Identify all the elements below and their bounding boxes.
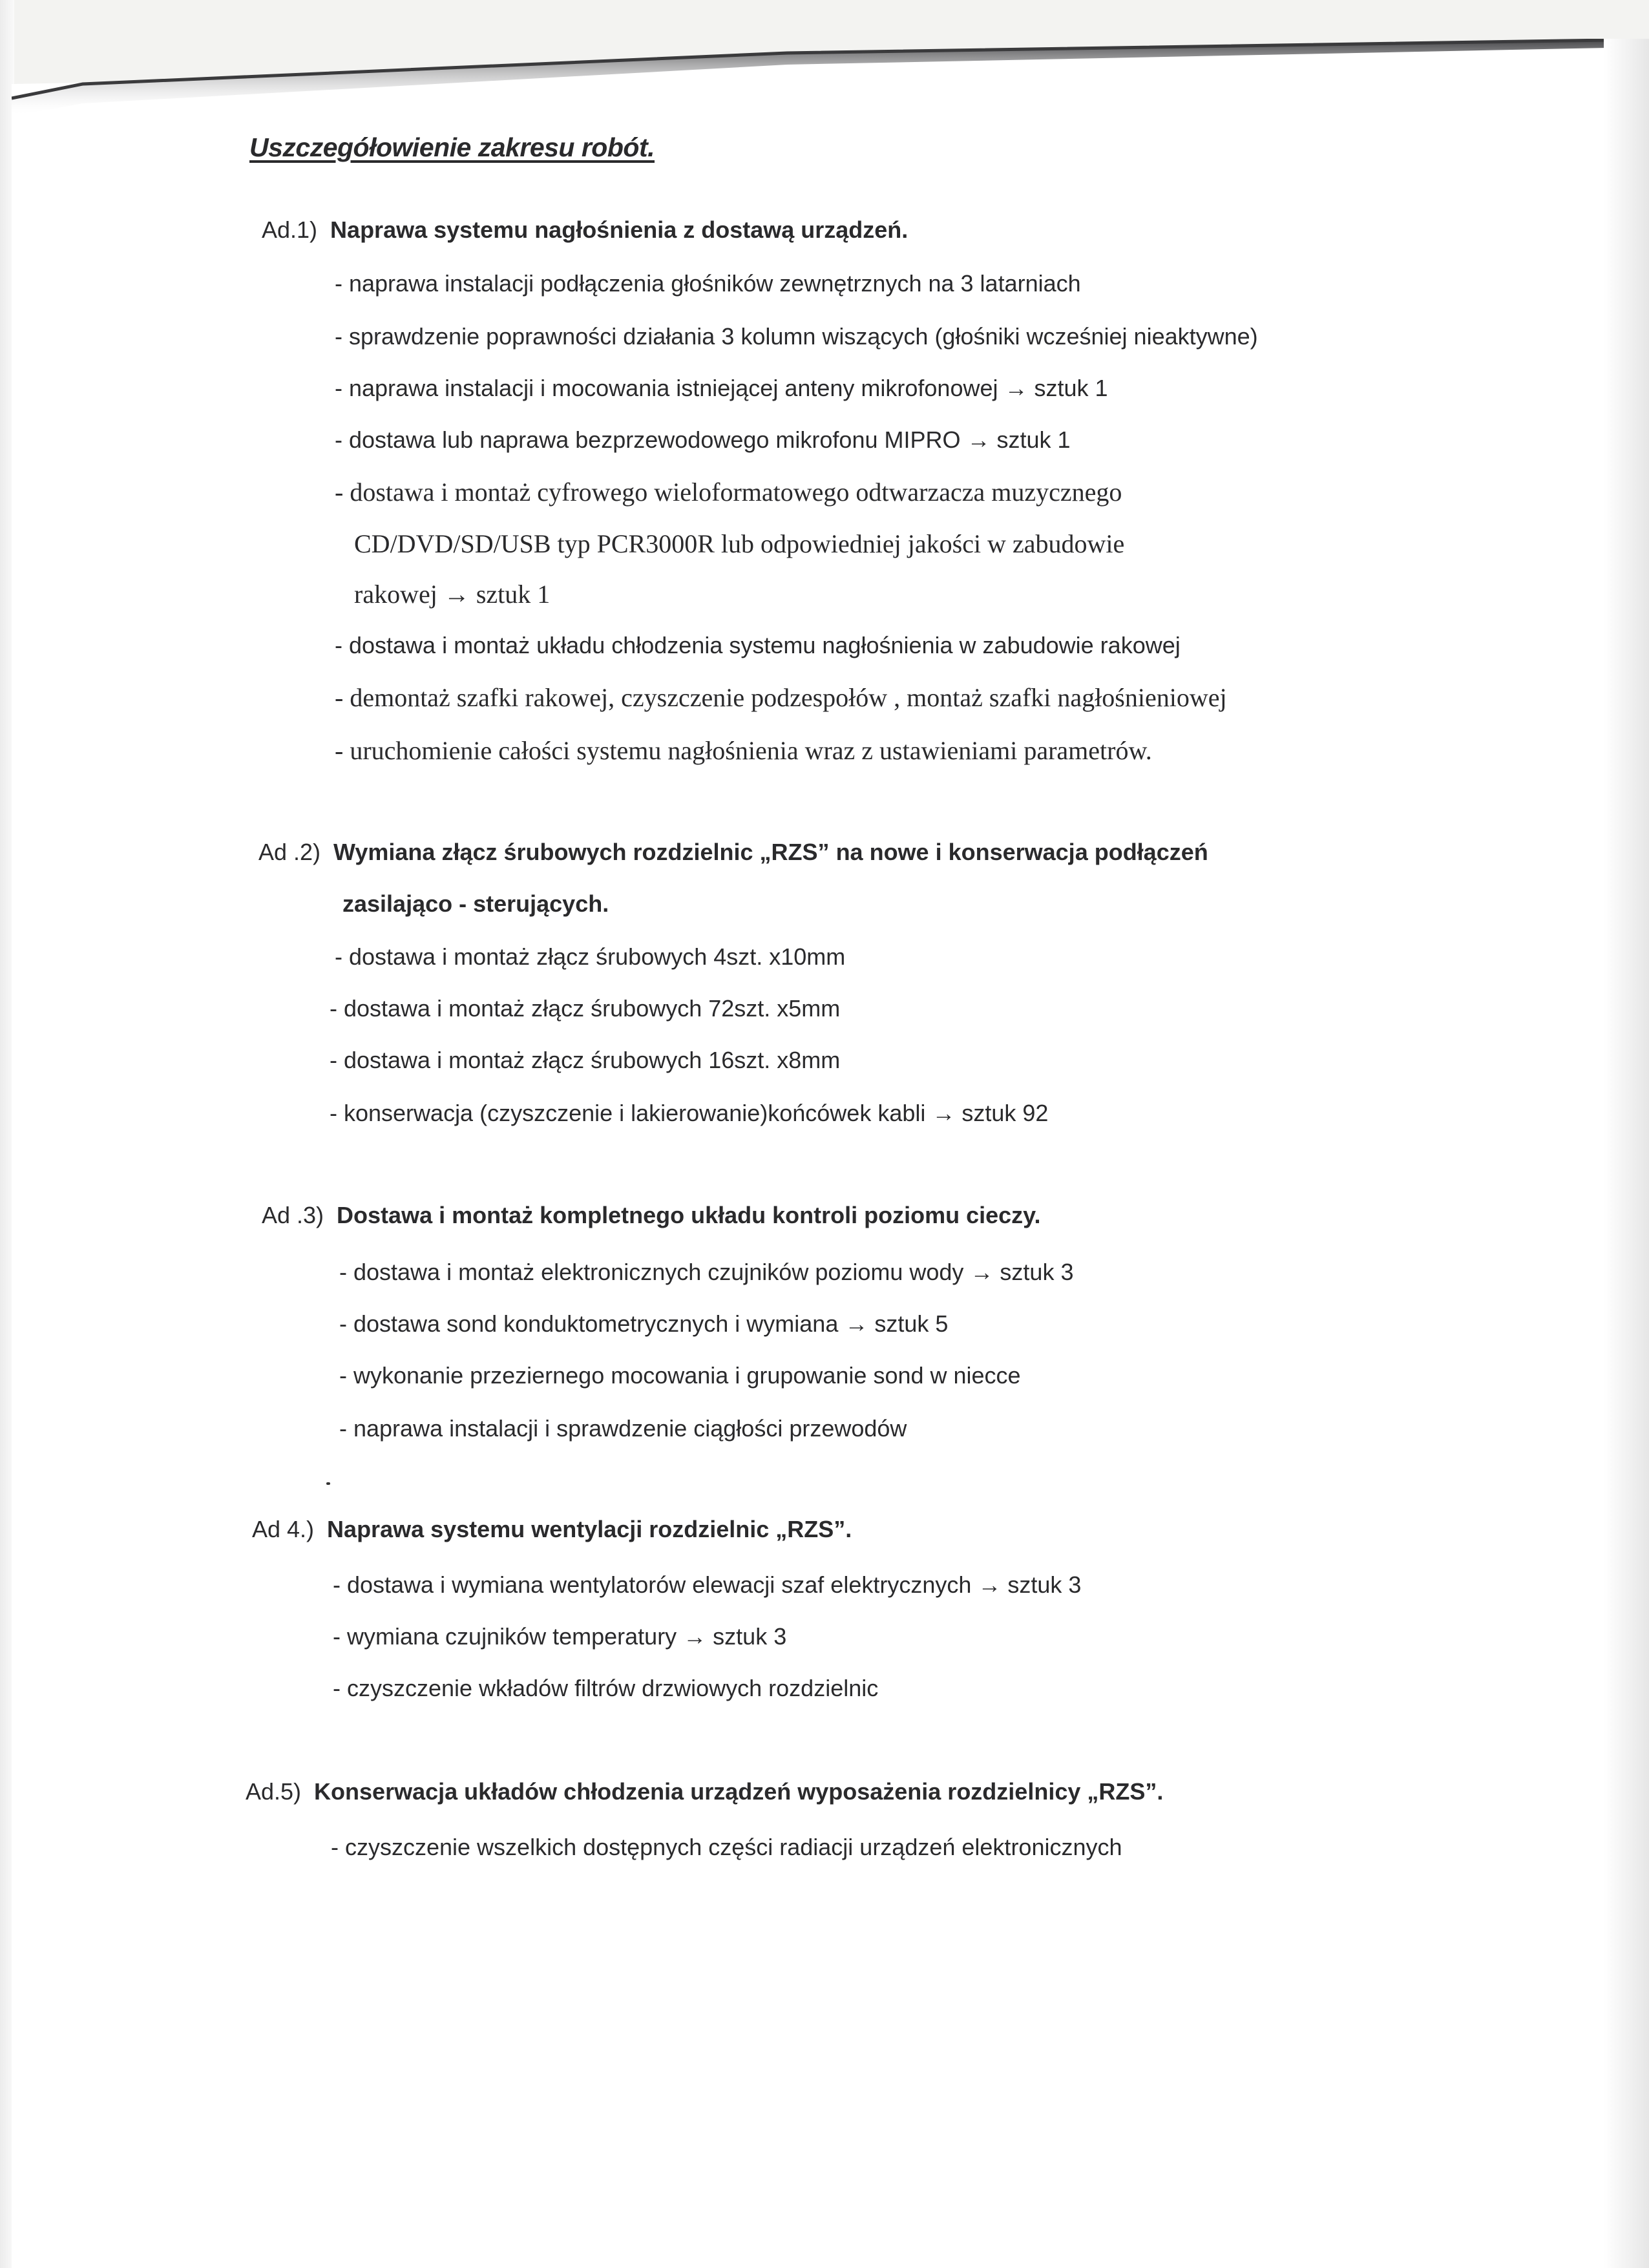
list-item: - uruchomienie całości systemu nagłośnienia wraz z ustawieniami parametrów. <box>335 736 1152 765</box>
section-2-heading <box>258 839 1208 866</box>
section-3-heading <box>262 1202 1041 1229</box>
section-title: Konserwacja układów chłodzenia urządzeń wyposażenia rozdzielnicy „RZS”. <box>314 1778 1164 1805</box>
list-item: - sprawdzenie poprawności działania 3 kolumn wiszących (głośniki wcześniej nieaktywne) <box>335 323 1258 350</box>
section-title: Wymiana złącz śrubowych rozdzielnic „RZS” na nowe i konserwacja podłączeń <box>333 839 1208 865</box>
list-item: - wykonanie przeziernego mocowania i grupowanie sond w niecce <box>339 1362 1021 1389</box>
list-item: - czyszczenie wszelkich dostępnych części radiacji urządzeń elektronicznych <box>331 1834 1122 1860</box>
section-number: Ad.1) <box>262 216 318 243</box>
list-item: - dostawa i montaż złącz śrubowych 4szt. x10mm <box>335 943 846 970</box>
list-item: - naprawa instalacji i mocowania istniejącej anteny mikrofonowej → sztuk 1 <box>335 375 1108 401</box>
section-number: Ad 4.) <box>252 1516 315 1542</box>
section-number: Ad.5) <box>246 1778 302 1805</box>
section-5-heading <box>246 1778 1163 1805</box>
section-title: Dostawa i montaż kompletnego układu kontroli poziomu cieczy. <box>337 1202 1041 1228</box>
section-number: Ad .2) <box>258 839 321 865</box>
list-item: - dostawa i montaż cyfrowego wieloformatowego odtwarzacza muzycznego <box>335 478 1122 507</box>
list-item: - czyszczenie wkładów filtrów drzwiowych rozdzielnic <box>333 1675 879 1701</box>
list-item-continuation: CD/DVD/SD/USB typ PCR3000R lub odpowiedniej jakości w zabudowie <box>354 529 1125 558</box>
document-title: Uszczegółowienie zakresu robót. <box>249 132 655 162</box>
section-1-heading <box>262 216 908 244</box>
list-item-continuation: rakowej → sztuk 1 <box>354 580 551 609</box>
section-4-heading <box>252 1516 852 1543</box>
scan-right-edge <box>1604 39 1649 2268</box>
section-number: Ad .3) <box>262 1202 324 1228</box>
list-item: - dostawa i montaż złącz śrubowych 16szt. x8mm <box>330 1047 841 1073</box>
list-item: - dostawa lub naprawa bezprzewodowego mikrofonu MIPRO → sztuk 1 <box>335 426 1071 453</box>
section-title: Naprawa systemu nagłośnienia z dostawą urządzeń. <box>330 216 909 243</box>
list-item: - dostawa i montaż układu chłodzenia systemu nagłośnienia w zabudowie rakowej <box>335 632 1181 658</box>
list-item: - dostawa i montaż elektronicznych czujników poziomu wody → sztuk 3 <box>339 1259 1074 1285</box>
list-item: - dostawa i wymiana wentylatorów elewacji szaf elektrycznych → sztuk 3 <box>333 1571 1082 1598</box>
list-item: - naprawa instalacji podłączenia głośników zewnętrznych na 3 latarniach <box>335 270 1081 297</box>
list-item: - konserwacja (czyszczenie i lakierowanie)końcówek kabli → sztuk 92 <box>330 1100 1049 1126</box>
section-title: Naprawa systemu wentylacji rozdzielnic „RZS”. <box>327 1516 852 1542</box>
list-item: - dostawa sond konduktometrycznych i wymiana → sztuk 5 <box>339 1310 949 1337</box>
list-item: - dostawa i montaż złącz śrubowych 72szt. x5mm <box>330 995 841 1022</box>
section-title-continuation: zasilająco - sterujących. <box>342 890 609 917</box>
scan-speck <box>326 1482 330 1485</box>
list-item: - wymiana czujników temperatury → sztuk 3 <box>333 1623 787 1650</box>
list-item: - naprawa instalacji i sprawdzenie ciągłości przewodów <box>339 1415 907 1442</box>
list-item: - demontaż szafki rakowej, czyszczenie podzespołów , montaż szafki nagłośnieniowej <box>335 683 1227 712</box>
paper-page <box>12 39 1608 2268</box>
